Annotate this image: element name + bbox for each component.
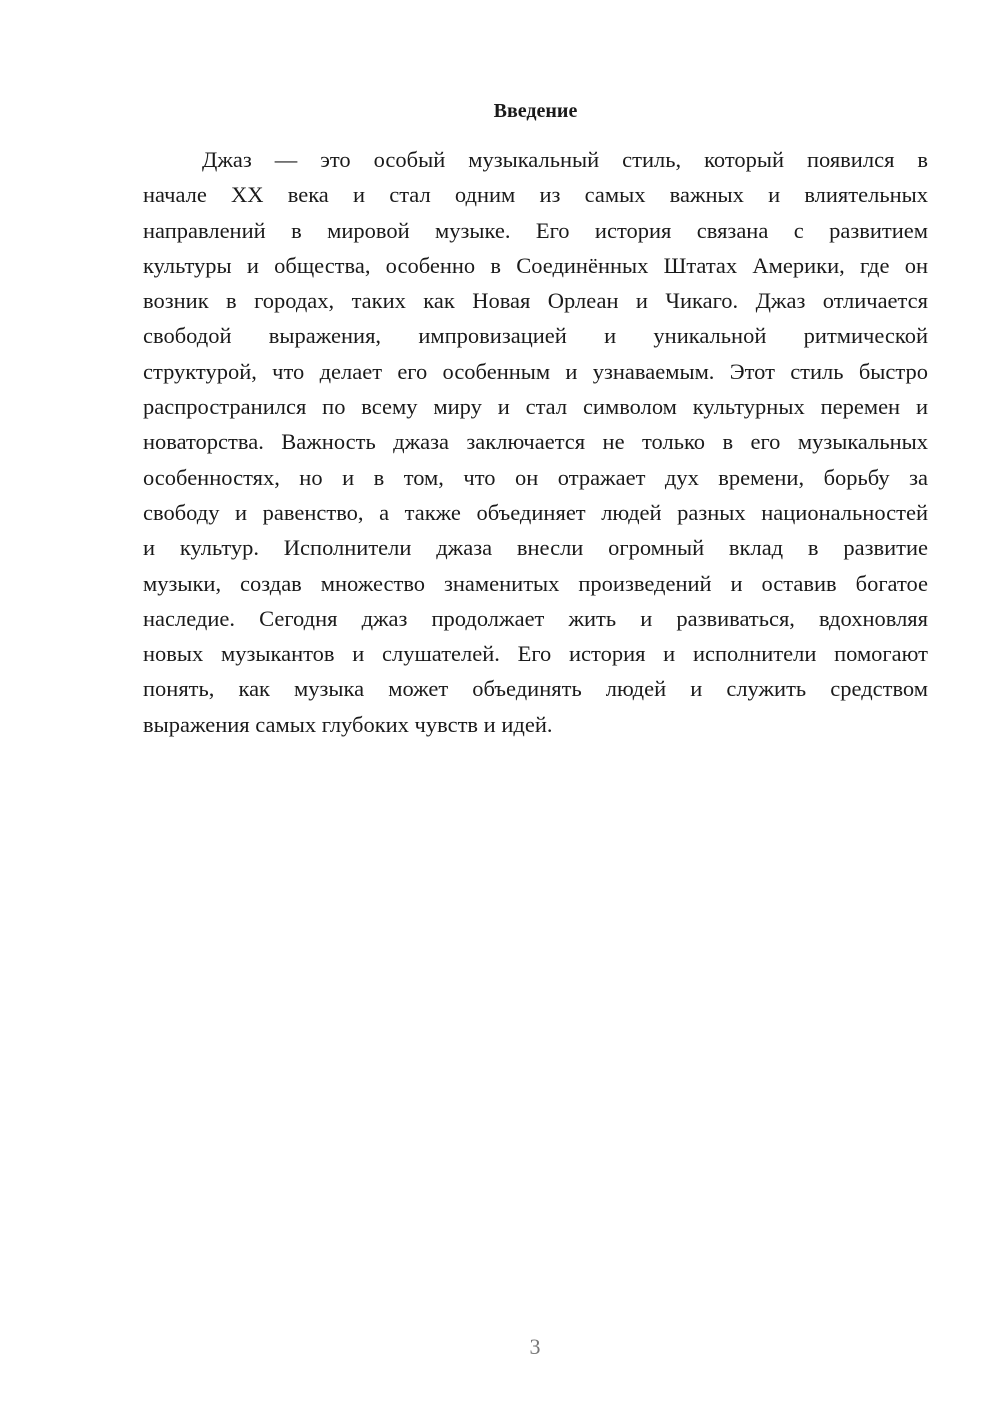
paragraph-line: возник в городах, таких как Новая Орлеан и Чикаго. Джаз отличается — [143, 288, 928, 314]
paragraph-line: распространился по всему миру и стал символом культурных перемен и — [143, 394, 928, 420]
paragraph-line: новаторства. Важность джаза заключается не только в его музыкальных — [143, 429, 928, 455]
paragraph-line: и культур. Исполнители джаза внесли огромный вклад в развитие — [143, 535, 928, 561]
paragraph-line: новых музыкантов и слушателей. Его история и исполнители помогают — [143, 641, 928, 667]
paragraph-line: начале XX века и стал одним из самых важных и влиятельных — [143, 182, 928, 208]
paragraph-line: Джаз — это особый музыкальный стиль, который появился в — [202, 147, 928, 172]
paragraph-line: особенностях, но и в том, что он отражает дух времени, борьбу за — [143, 464, 928, 490]
paragraph-line: понять, как музыка может объединять людей и служить средством — [143, 676, 928, 702]
paragraph-line: направлений в мировой музыке. Его история связана с развитием — [143, 217, 928, 243]
paragraph-line: музыки, создав множество знаменитых произведений и оставив богатое — [143, 570, 928, 596]
section-title: Введение — [493, 100, 578, 122]
paragraph-line: выражения самых глубоких чувств и идей. — [143, 711, 553, 737]
paragraph-line: культуры и общества, особенно в Соединённых Штатах Америки, где он — [143, 252, 928, 278]
paragraph-line: свободой выражения, импровизацией и уникальной ритмической — [143, 323, 928, 349]
intro-paragraph — [143, 142, 928, 742]
paragraph-line: структурой, что делает его особенным и узнаваемым. Этот стиль быстро — [143, 358, 928, 384]
page-number: 3 — [529, 1334, 541, 1359]
paragraph-line: наследие. Сегодня джаз продолжает жить и развиваться, вдохновляя — [143, 605, 928, 631]
paragraph-line: свободу и равенство, а также объединяет людей разных национальностей — [143, 499, 928, 525]
